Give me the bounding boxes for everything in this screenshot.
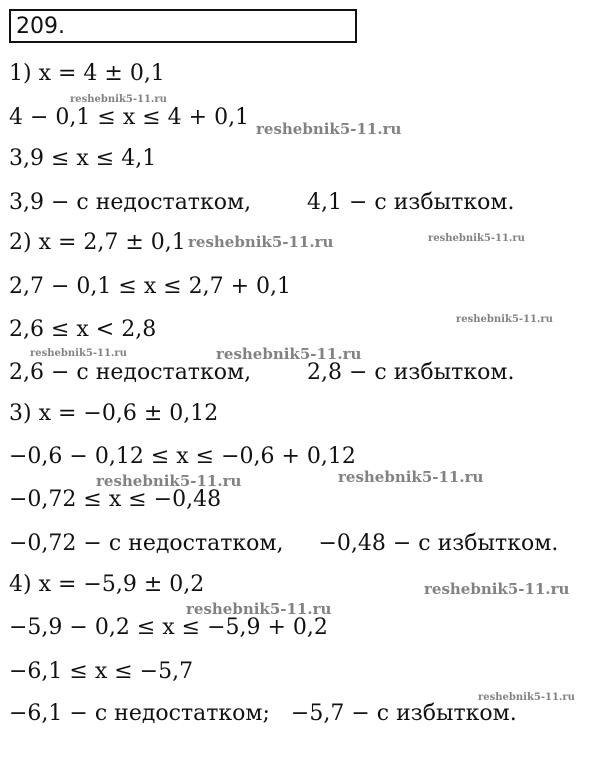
watermark: reshebnik5-11.ru — [70, 94, 167, 105]
solution-line: 3,9 ≤ x ≤ 4,1 — [9, 146, 157, 171]
watermark: reshebnik5-11.ru — [338, 468, 484, 486]
solution-line: −0,72 ≤ x ≤ −0,48 — [9, 487, 222, 512]
exercise-number: 209. — [16, 14, 65, 39]
solution-line: 2) x = 2,7 ± 0,1 — [9, 230, 186, 255]
watermark: reshebnik5-11.ru — [478, 692, 575, 703]
watermark: reshebnik5-11.ru — [216, 345, 362, 363]
solution-line: 3) x = −0,6 ± 0,12 — [9, 401, 219, 426]
solution-line: −0,72 − с недостатком, −0,48 − с избытком. — [9, 531, 559, 556]
watermark: reshebnik5-11.ru — [428, 233, 525, 244]
solution-line: 4 − 0,1 ≤ x ≤ 4 + 0,1 — [9, 105, 250, 130]
watermark: reshebnik5-11.ru — [456, 314, 553, 325]
solution-line: 1) x = 4 ± 0,1 — [9, 61, 165, 86]
solution-line: −5,9 − 0,2 ≤ x ≤ −5,9 + 0,2 — [9, 615, 328, 640]
watermark: reshebnik5-11.ru — [256, 120, 402, 138]
solution-line: 4) x = −5,9 ± 0,2 — [9, 572, 205, 597]
watermark: reshebnik5-11.ru — [30, 348, 127, 359]
solution-line: 3,9 − с недостатком, 4,1 − с избытком. — [9, 190, 515, 215]
solution-line: 2,6 ≤ x < 2,8 — [9, 317, 157, 342]
watermark: reshebnik5-11.ru — [188, 233, 334, 251]
watermark: reshebnik5-11.ru — [424, 580, 570, 598]
exercise-number-box — [9, 9, 357, 43]
solution-line: −0,6 − 0,12 ≤ x ≤ −0,6 + 0,12 — [9, 444, 356, 469]
solution-line: −6,1 ≤ x ≤ −5,7 — [9, 659, 194, 684]
watermark: reshebnik5-11.ru — [96, 472, 242, 490]
solution-line: 2,7 − 0,1 ≤ x ≤ 2,7 + 0,1 — [9, 274, 292, 299]
solution-line: 2,6 − с недостатком, 2,8 − с избытком. — [9, 360, 515, 385]
solution-line: −6,1 − с недостатком; −5,7 − с избытком. — [9, 701, 517, 726]
watermark: reshebnik5-11.ru — [186, 600, 332, 618]
